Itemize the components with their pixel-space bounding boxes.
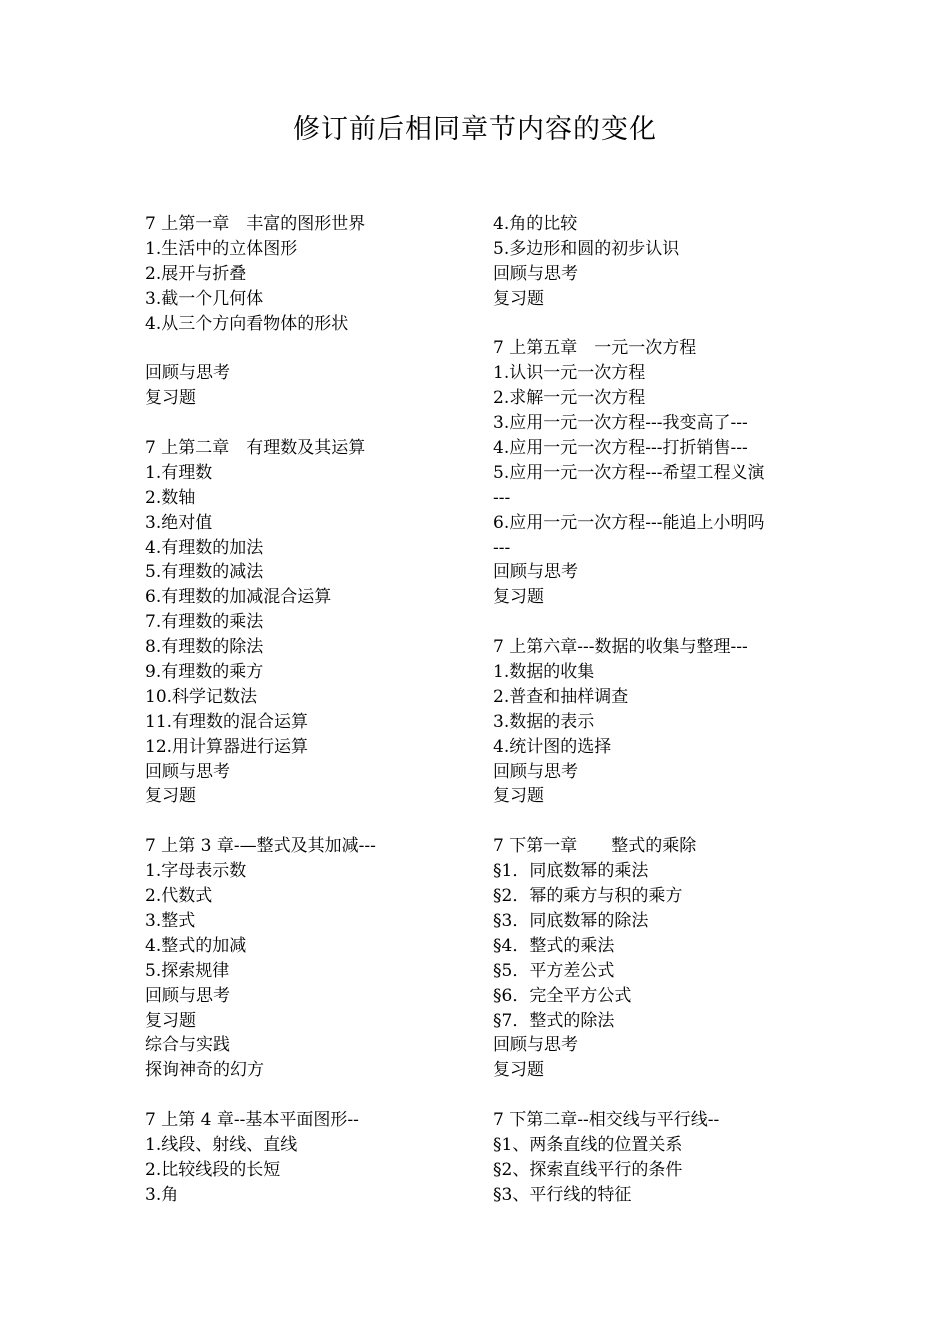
toc-line: §2、探索直线平行的条件 [493,1159,683,1180]
toc-line: 4.整式的加减 [145,935,247,956]
toc-line: 2.求解一元一次方程 [493,388,646,409]
toc-line: 7 上第六章---数据的收集与整理--- [493,637,748,658]
toc-line: §3．同底数幂的除法 [493,910,649,931]
toc-line: 回顾与思考 [145,363,230,384]
blank-line [493,809,823,834]
toc-line: §1．同底数幂的乘法 [493,861,649,882]
toc-line: --- [493,487,511,508]
toc-line: §6．完全平方公式 [493,985,632,1006]
toc-line: 回顾与思考 [493,263,578,284]
toc-line: 3.绝对值 [145,512,213,533]
toc-line: 1.数据的收集 [493,662,595,683]
toc-line: §2．幂的乘方与积的乘方 [493,886,683,907]
toc-line: 回顾与思考 [493,761,578,782]
toc-line: 7 下第二章--相交线与平行线-- [493,1110,720,1131]
toc-line: 回顾与思考 [493,1035,578,1056]
toc-line: 2.代数式 [145,886,213,907]
blank-line [493,312,823,337]
toc-line: 复习题 [493,1060,544,1081]
toc-line: 10.科学记数法 [145,686,258,707]
toc-line: 7 上第 4 章--基本平面图形-- [145,1110,359,1131]
toc-line: §4．整式的乘法 [493,935,615,956]
toc-line: 5.多边形和圆的初步认识 [493,238,680,259]
toc-line: 8.有理数的除法 [145,637,264,658]
toc-line: 探询神奇的幻方 [145,1060,264,1081]
toc-line: 1.线段、射线、直线 [145,1134,298,1155]
toc-line: 回顾与思考 [145,985,230,1006]
toc-line: 11.有理数的混合运算 [145,711,309,732]
blank-line [145,336,475,361]
toc-line: 7 上第五章 一元一次方程 [493,338,697,359]
toc-line: 1.字母表示数 [145,861,247,882]
toc-line: 复习题 [145,786,196,807]
toc-line: §3、平行线的特征 [493,1184,632,1205]
toc-line: 4.角的比较 [493,214,578,234]
toc-line: 复习题 [493,288,544,309]
toc-line: 5.应用一元一次方程---希望工程义演 [493,462,765,483]
toc-line: 9.有理数的乘方 [145,662,264,683]
left-column [145,212,475,1208]
toc-line: 综合与实践 [145,1035,230,1056]
toc-line: §5．平方差公式 [493,960,615,981]
toc-line: §7．整式的除法 [493,1010,615,1031]
toc-line: 3.应用一元一次方程---我变高了--- [493,413,748,434]
toc-line: 回顾与思考 [493,562,578,583]
toc-line: 复习题 [145,388,196,409]
right-column [493,212,823,1208]
toc-line: 7 下第一章 整式的乘除 [493,836,697,857]
toc-line: 3.角 [145,1184,179,1205]
toc-line: 2.数轴 [145,487,196,508]
blank-line [145,411,475,436]
toc-line: 12.用计算器进行运算 [145,736,309,757]
toc-line: 2.展开与折叠 [145,263,247,284]
toc-line: 4.从三个方向看物体的形状 [145,313,349,334]
toc-line: --- [493,537,511,558]
toc-line: 6.应用一元一次方程---能追上小明吗 [493,512,765,533]
toc-line: 5.有理数的减法 [145,562,264,583]
toc-line: 3.整式 [145,910,196,931]
toc-line: 7 上第二章 有理数及其运算 [145,438,366,459]
toc-line: §1、两条直线的位置关系 [493,1134,683,1155]
blank-line [145,809,475,834]
toc-line: 复习题 [493,587,544,608]
toc-line: 回顾与思考 [145,761,230,782]
toc-line: 3.数据的表示 [493,711,595,732]
blank-line [493,610,823,635]
toc-line: 4.统计图的选择 [493,736,612,757]
toc-line: 复习题 [493,786,544,807]
blank-line [145,1083,475,1108]
toc-line: 6.有理数的加减混合运算 [145,587,332,608]
toc-line: 2.普查和抽样调查 [493,686,629,707]
toc-line: 1.有理数 [145,462,213,483]
toc-line: 7 上第 3 章-—整式及其加减--- [145,836,376,857]
toc-line: 7.有理数的乘法 [145,612,264,633]
toc-line: 5.探索规律 [145,960,230,981]
toc-line: 4.应用一元一次方程---打折销售--- [493,438,748,459]
toc-line: 1.生活中的立体图形 [145,238,298,259]
toc-line: 2.比较线段的长短 [145,1159,281,1180]
toc-line: 7 上第一章 丰富的图形世界 [145,214,366,234]
toc-line: 复习题 [145,1010,196,1031]
blank-line [493,1083,823,1108]
toc-line: 4.有理数的加法 [145,537,264,558]
document-title: 修订前后相同章节内容的变化 [293,114,657,145]
toc-line: 3.截一个几何体 [145,288,264,309]
toc-line: 1.认识一元一次方程 [493,363,646,384]
